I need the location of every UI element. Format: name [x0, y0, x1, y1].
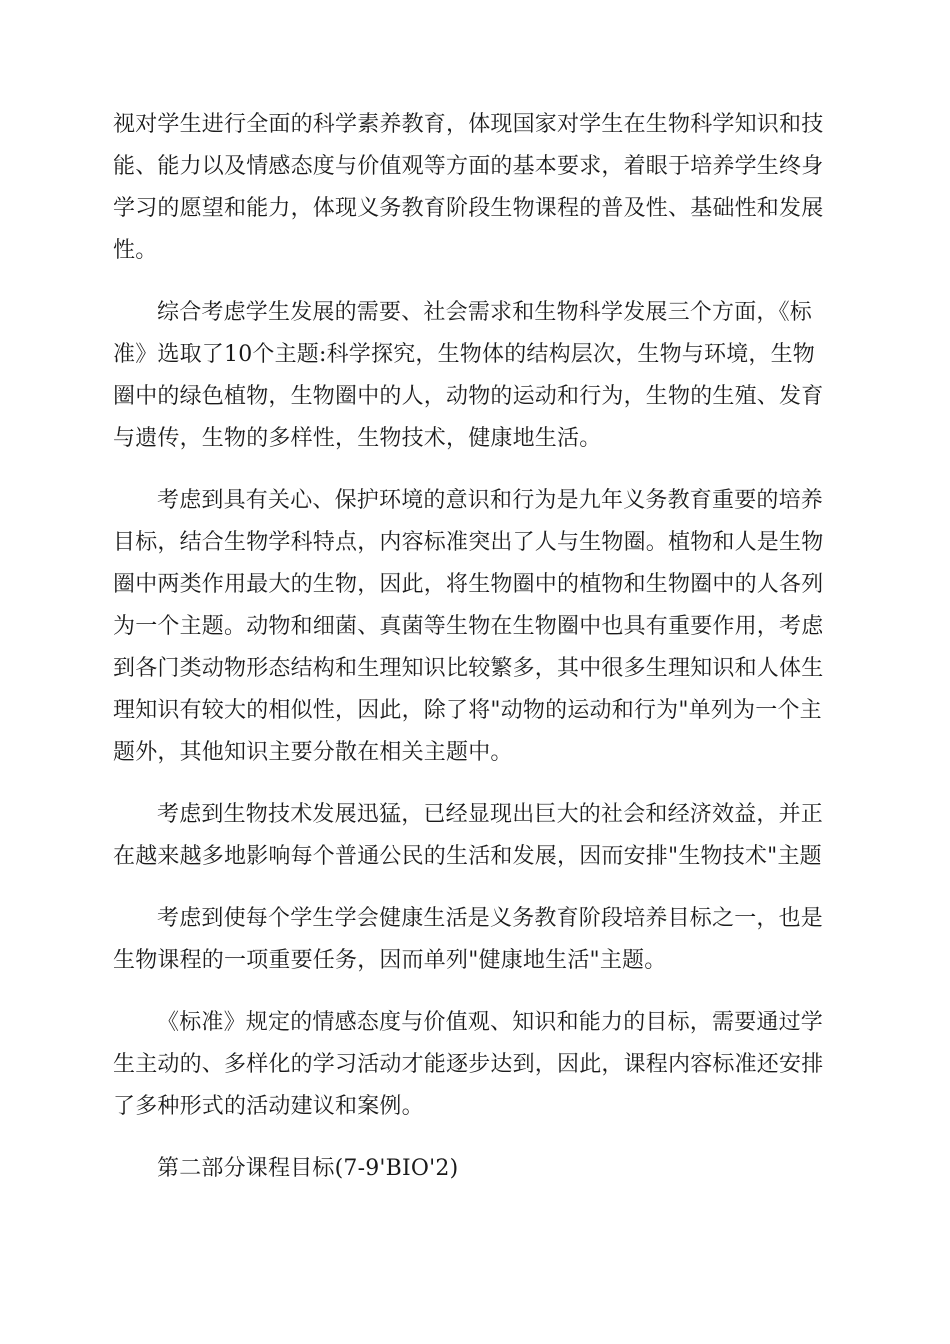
- paragraph-2: [113, 292, 829, 460]
- text-line: 视对学生进行全面的科学素养教育，体现国家对学生在生物科学知识和技: [113, 112, 824, 137]
- text-line: 为一个主题。动物和细菌、真菌等生物在生物圈中也具有重要作用，考虑: [113, 614, 824, 639]
- text-line: 考虑到使每个学生学会健康生活是义务教育阶段培养目标之一，也是: [157, 906, 824, 931]
- text-line: 生物课程的一项重要任务，因而单列"健康地生活"主题。: [113, 948, 667, 973]
- text-line: 在越来越多地影响每个普通公民的生活和发展，因而安排"生物技术"主题: [113, 844, 822, 869]
- text-line: 能、能力以及情感态度与价值观等方面的基本要求，着眼于培养学生终身: [113, 154, 824, 179]
- text-line: 圈中两类作用最大的生物，因此，将生物圈中的植物和生物圈中的人各列: [113, 572, 824, 597]
- text-line: 与遗传，生物的多样性，生物技术，健康地生活。: [113, 426, 602, 451]
- text-line: 《标准》规定的情感态度与价值观、知识和能力的目标，需要通过学: [157, 1010, 824, 1035]
- document-page: [113, 104, 829, 1210]
- section-heading: [113, 1148, 829, 1190]
- text-line: 学习的愿望和能力，体现义务教育阶段生物课程的普及性、基础性和发展: [113, 196, 824, 221]
- text-line: 考虑到生物技术发展迅猛，已经显现出巨大的社会和经济效益，并正: [157, 802, 824, 827]
- text-line: 性。: [113, 238, 158, 263]
- text-line: 圈中的绿色植物，生物圈中的人，动物的运动和行为，生物的生殖、发育: [113, 384, 824, 409]
- text-line: 理知识有较大的相似性，因此，除了将"动物的运动和行为"单列为一个主: [113, 698, 822, 723]
- text-line: 到各门类动物形态结构和生理知识比较繁多，其中很多生理知识和人体生: [113, 656, 824, 681]
- paragraph-3: [113, 480, 829, 774]
- paragraph-4: [113, 794, 829, 878]
- text-line: 第二部分课程目标(7-9'BIO'2): [157, 1156, 459, 1181]
- paragraph-6: [113, 1002, 829, 1128]
- text-line: 综合考虑学生发展的需要、社会需求和生物科学发展三个方面，《标: [157, 300, 813, 325]
- text-line: 生主动的、多样化的学习活动才能逐步达到，因此，课程内容标准还安排: [113, 1052, 824, 1077]
- text-line: 题外，其他知识主要分散在相关主题中。: [113, 740, 513, 765]
- paragraph-5: [113, 898, 829, 982]
- text-line: 目标，结合生物学科特点，内容标准突出了人与生物圈。植物和人是生物: [113, 530, 824, 555]
- text-line: 准》选取了10个主题:科学探究，生物体的结构层次，生物与环境，生物: [113, 342, 816, 367]
- text-line: 了多种形式的活动建议和案例。: [113, 1094, 424, 1119]
- text-line: 考虑到具有关心、保护环境的意识和行为是九年义务教育重要的培养: [157, 488, 824, 513]
- paragraph-1: [113, 104, 829, 272]
